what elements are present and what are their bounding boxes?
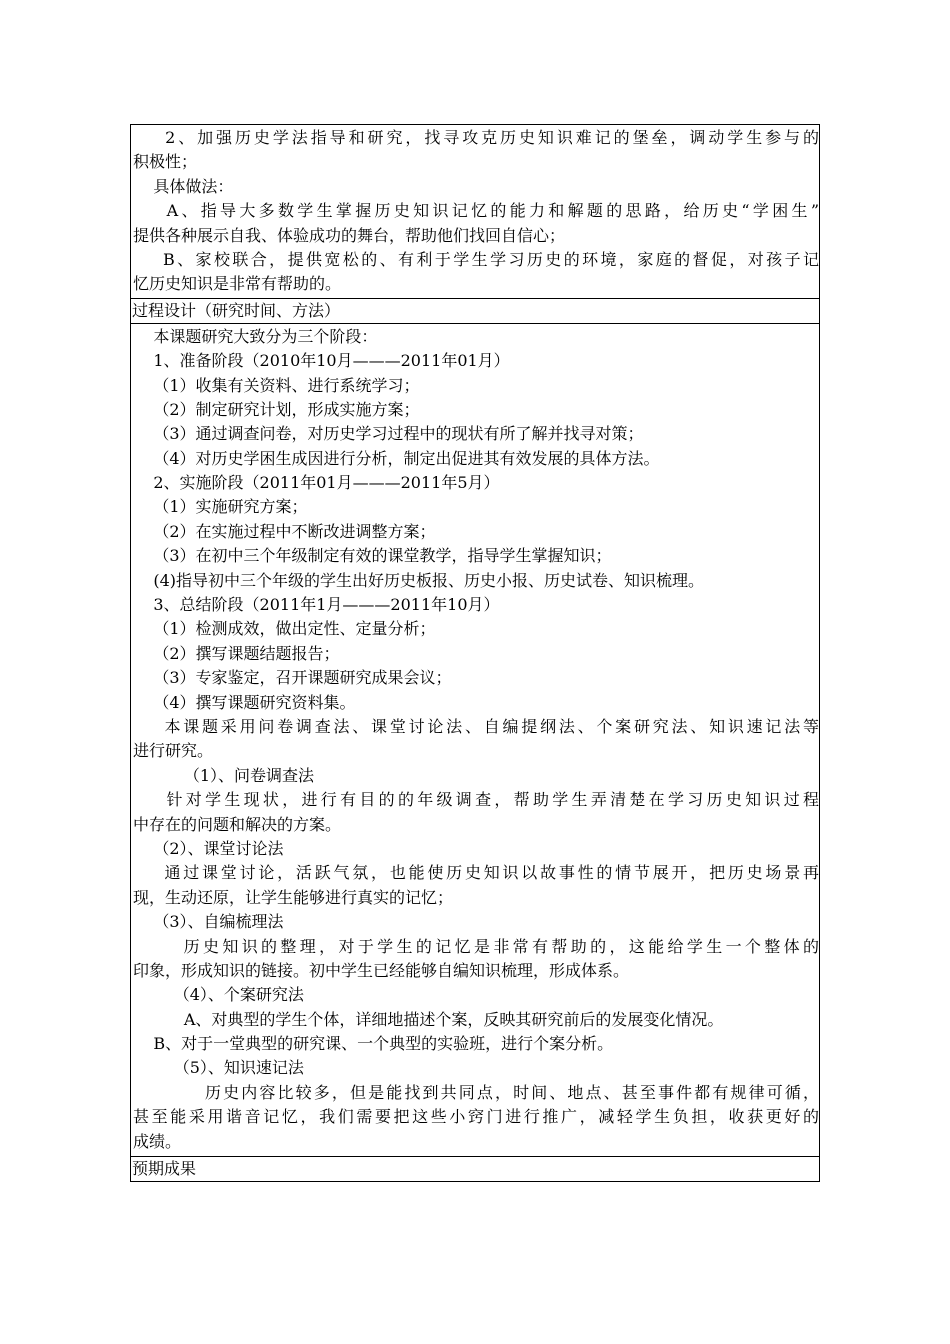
- text-line: （3）、自编梳理法: [133, 912, 284, 932]
- text-line: （2）、课堂讨论法: [133, 838, 284, 858]
- text-line: 历史内容比较多，但是能找到共同点，时间、地点、甚至事件都有规律可循，: [133, 1082, 819, 1102]
- text-line: 3、总结阶段（2011年1月———2011年10月）: [133, 595, 500, 615]
- text-line: （3）通过调查问卷，对历史学习过程中的现状有所了解并找寻对策；: [133, 424, 644, 444]
- process-text: [131, 325, 819, 1154]
- text-line: 针对学生现状，进行有目的的年级调查，帮助学生弄清楚在学习历史知识过程: [133, 790, 819, 810]
- text-line: 1、准备阶段（2010年10月———2011年01月）: [133, 351, 510, 371]
- text-line: B、对于一堂典型的研究课、一个典型的实验班，进行个案分析。: [133, 1034, 614, 1054]
- process-content-cell: [131, 324, 819, 1157]
- text-line: （2）在实施过程中不断改进调整方案；: [133, 521, 436, 541]
- text-line: 历史知识的整理，对于学生的记忆是非常有帮助的，这能给学生一个整体的: [133, 936, 819, 956]
- text-line: 通过课堂讨论，活跃气氛，也能使历史知识以故事性的情节展开，把历史场景再: [133, 863, 819, 883]
- strategy-text: [131, 126, 819, 297]
- text-line: B、家校联合，提供宽松的、有利于学生学习历史的环境，家庭的督促，对孩子记: [133, 249, 819, 269]
- text-line: （1）收集有关资料、进行系统学习；: [133, 375, 420, 395]
- text-line: （3）在初中三个年级制定有效的课堂教学，指导学生掌握知识；: [133, 546, 612, 566]
- text-line: 本课题采用问卷调查法、课堂讨论法、自编提纲法、个案研究法、知识速记法等: [133, 716, 819, 736]
- text-line: （5）、知识速记法: [133, 1058, 304, 1078]
- text-line: （2）撰写课题结题报告；: [133, 643, 340, 663]
- text-line: 甚至能采用谐音记忆，我们需要把这些小窍门进行推广，减轻学生负担，收获更好的: [133, 1107, 819, 1127]
- text-line: 2、加强历史学法指导和研究，找寻攻克历史知识难记的堡垒，调动学生参与的: [133, 128, 819, 147]
- process-header-cell: [131, 299, 819, 324]
- text-line: （4）对历史学困生成因进行分析，制定出促进其有效发展的具体方法。: [133, 448, 660, 468]
- text-line: 积极性；: [133, 152, 198, 172]
- text-line: 现，生动还原，让学生能够进行真实的记忆；: [133, 887, 454, 907]
- text-line: 进行研究。: [133, 741, 214, 761]
- text-line: （1）、问卷调查法: [133, 765, 315, 785]
- text-line: （1）实施研究方案；: [133, 497, 308, 517]
- results-header-cell: [131, 1157, 819, 1181]
- document-table: [130, 124, 820, 1182]
- text-line: 具体做法：: [133, 176, 234, 196]
- strategy-cell: [131, 125, 819, 299]
- text-line: 忆历史知识是非常有帮助的。: [133, 274, 342, 294]
- text-line: （2）制定研究计划，形成实施方案；: [133, 399, 420, 419]
- text-line: (4)指导初中三个年级的学生出好历史板报、历史小报、历史试卷、知识梳理。: [133, 570, 705, 590]
- text-line: 中存在的问题和解决的方案。: [133, 814, 342, 834]
- text-line: （4）撰写课题研究资料集。: [133, 692, 356, 712]
- text-line: 本课题研究大致分为三个阶段：: [133, 326, 378, 346]
- text-line: A、指导大多数学生掌握历史知识记忆的能力和解题的思路，给历史“学困生”: [133, 201, 819, 221]
- text-line: A、对典型的学生个体，详细地描述个案，反映其研究前后的发展变化情况。: [133, 1009, 724, 1029]
- text-line: （4）、个案研究法: [133, 985, 304, 1005]
- text-line: 2、实施阶段（2011年01月———2011年5月）: [133, 473, 500, 493]
- text-line: （1）检测成效，做出定性、定量分析；: [133, 619, 436, 639]
- process-header: 过程设计（研究时间、方法）: [132, 300, 341, 320]
- text-line: 提供各种展示自我、体验成功的舞台，帮助他们找回自信心；: [133, 225, 566, 245]
- text-line: （3）专家鉴定，召开课题研究成果会议；: [133, 668, 452, 688]
- results-header: 预期成果: [132, 1159, 197, 1179]
- text-line: 印象，形成知识的链接。初中学生已经能够自编知识梳理，形成体系。: [133, 960, 630, 980]
- text-line: 成绩。: [133, 1131, 182, 1151]
